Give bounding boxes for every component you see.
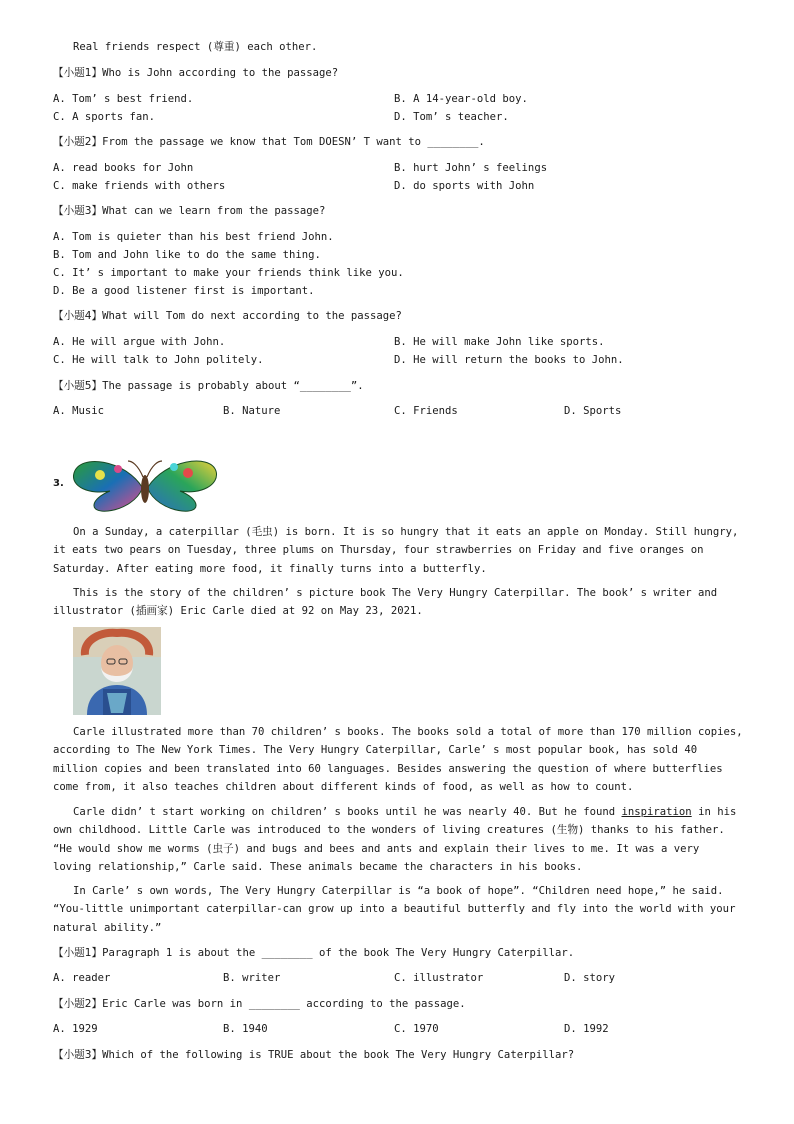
passage-number: 3. <box>53 478 64 489</box>
option-d[interactable]: D. Be a good listener first is important. <box>53 285 315 297</box>
question-stem: Which of the following is TRUE about the book The Very Hungry Caterpillar? <box>102 1049 575 1061</box>
paragraph-1: On a Sunday, a caterpillar (毛虫) is born. It is so hungry that it eats an apple on Monday. Still hungry, it eats two pears on Tuesday, three plums on Thursday, four strawberries on Friday and five oranges on Saturday. After eating more food, it finally turns into a butterfly. <box>53 526 739 575</box>
option-c[interactable]: C. 1970 <box>394 1023 439 1035</box>
question-label: 【小题1】 <box>53 67 103 79</box>
option-a[interactable]: A. Tom’ s best friend. <box>53 93 194 105</box>
underlined-word: inspiration <box>621 806 692 818</box>
question-stem: Eric Carle was born in ________ according to the passage. <box>102 998 466 1010</box>
option-b[interactable]: B. He will make John like sports. <box>394 336 605 348</box>
question-stem: Who is John according to the passage? <box>102 67 339 79</box>
option-d[interactable]: D. He will return the books to John. <box>394 354 624 366</box>
paragraph-4: Carle didn’ t start working on children’ s books until he was nearly 40. But he found inspiration in his own childhood. Little Carle was introduced to the wonders of living creatures (生物) thanks to his father. “He would show me worms (虫子) and bugs and bees and ants and explain their lives to me. It was a very loving relationship,” Carle said. These animals became the characters in his books. <box>53 806 737 874</box>
option-a[interactable]: A. 1929 <box>53 1023 98 1035</box>
option-b[interactable]: B. writer <box>223 972 281 984</box>
option-c[interactable]: C. It’ s important to make your friends think like you. <box>53 267 404 279</box>
option-c[interactable]: C. Friends <box>394 405 458 417</box>
question-5 <box>53 377 364 395</box>
question-2 <box>53 133 485 151</box>
option-d[interactable]: D. story <box>564 972 616 984</box>
option-d[interactable]: D. Sports <box>564 405 622 417</box>
option-a[interactable]: A. reader <box>53 972 111 984</box>
option-d[interactable]: D. Tom’ s teacher. <box>394 111 509 123</box>
question-stem: What will Tom do next according to the passage? <box>102 310 402 322</box>
author-portrait <box>73 627 161 715</box>
question-stem: What can we learn from the passage? <box>102 205 326 217</box>
option-c[interactable]: C. A sports fan. <box>53 111 156 123</box>
option-b[interactable]: B. Nature <box>223 405 281 417</box>
question-1 <box>53 944 574 962</box>
passage-sentence: Real friends respect (尊重) each other. <box>73 41 318 53</box>
question-3 <box>53 1046 574 1064</box>
question-label: 【小题2】 <box>53 136 103 148</box>
question-label: 【小题5】 <box>53 380 103 392</box>
question-3 <box>53 202 325 220</box>
paragraph-5: In Carle’ s own words, The Very Hungry Caterpillar is “a book of hope”. “Children need hope,” he said. “You-little unimportant caterpillar-can grow up into a beautiful butterfly and fly into the world with your natural ability.” <box>53 885 736 934</box>
question-1 <box>53 64 338 82</box>
option-b[interactable]: B. hurt John’ s feelings <box>394 162 548 174</box>
question-label: 【小题1】 <box>53 947 103 959</box>
option-d[interactable]: D. 1992 <box>564 1023 609 1035</box>
question-4 <box>53 307 402 325</box>
question-stem: The passage is probably about “________”. <box>102 380 364 392</box>
paragraph-3: Carle illustrated more than 70 children’ s books. The books sold a total of more than 170 million copies, according to The New York Times. The Very Hungry Caterpillar, Carle’ s most popular book, has sold 40 million copies and been translated into 60 languages. Besides answering the question of where butterflies come from, it also teaches children about different kinds of food, as well as how to count. <box>53 726 743 794</box>
option-d[interactable]: D. do sports with John <box>394 180 535 192</box>
question-label: 【小题3】 <box>53 1049 103 1061</box>
option-b[interactable]: B. Tom and John like to do the same thing. <box>53 249 321 261</box>
option-c[interactable]: C. illustrator <box>394 972 484 984</box>
option-b[interactable]: B. A 14-year-old boy. <box>394 93 528 105</box>
question-stem: From the passage we know that Tom DOESN’ T want to ________. <box>102 136 485 148</box>
option-c[interactable]: C. He will talk to John politely. <box>53 354 264 366</box>
option-c[interactable]: C. make friends with others <box>53 180 226 192</box>
option-b[interactable]: B. 1940 <box>223 1023 268 1035</box>
paragraph-2: This is the story of the children’ s picture book The Very Hungry Caterpillar. The book’ s writer and illustrator (插画家) Eric Carle died at 92 on May 23, 2021. <box>53 587 718 618</box>
question-stem: Paragraph 1 is about the ________ of the book The Very Hungry Caterpillar. <box>102 947 575 959</box>
question-label: 【小题2】 <box>53 998 103 1010</box>
question-label: 【小题3】 <box>53 205 103 217</box>
question-2 <box>53 995 466 1013</box>
option-a[interactable]: A. Tom is quieter than his best friend John. <box>53 231 334 243</box>
option-a[interactable]: A. Music <box>53 405 105 417</box>
option-a[interactable]: A. He will argue with John. <box>53 336 226 348</box>
butterfly-illustration <box>70 455 220 515</box>
option-a[interactable]: A. read books for John <box>53 162 194 174</box>
question-label: 【小题4】 <box>53 310 103 322</box>
